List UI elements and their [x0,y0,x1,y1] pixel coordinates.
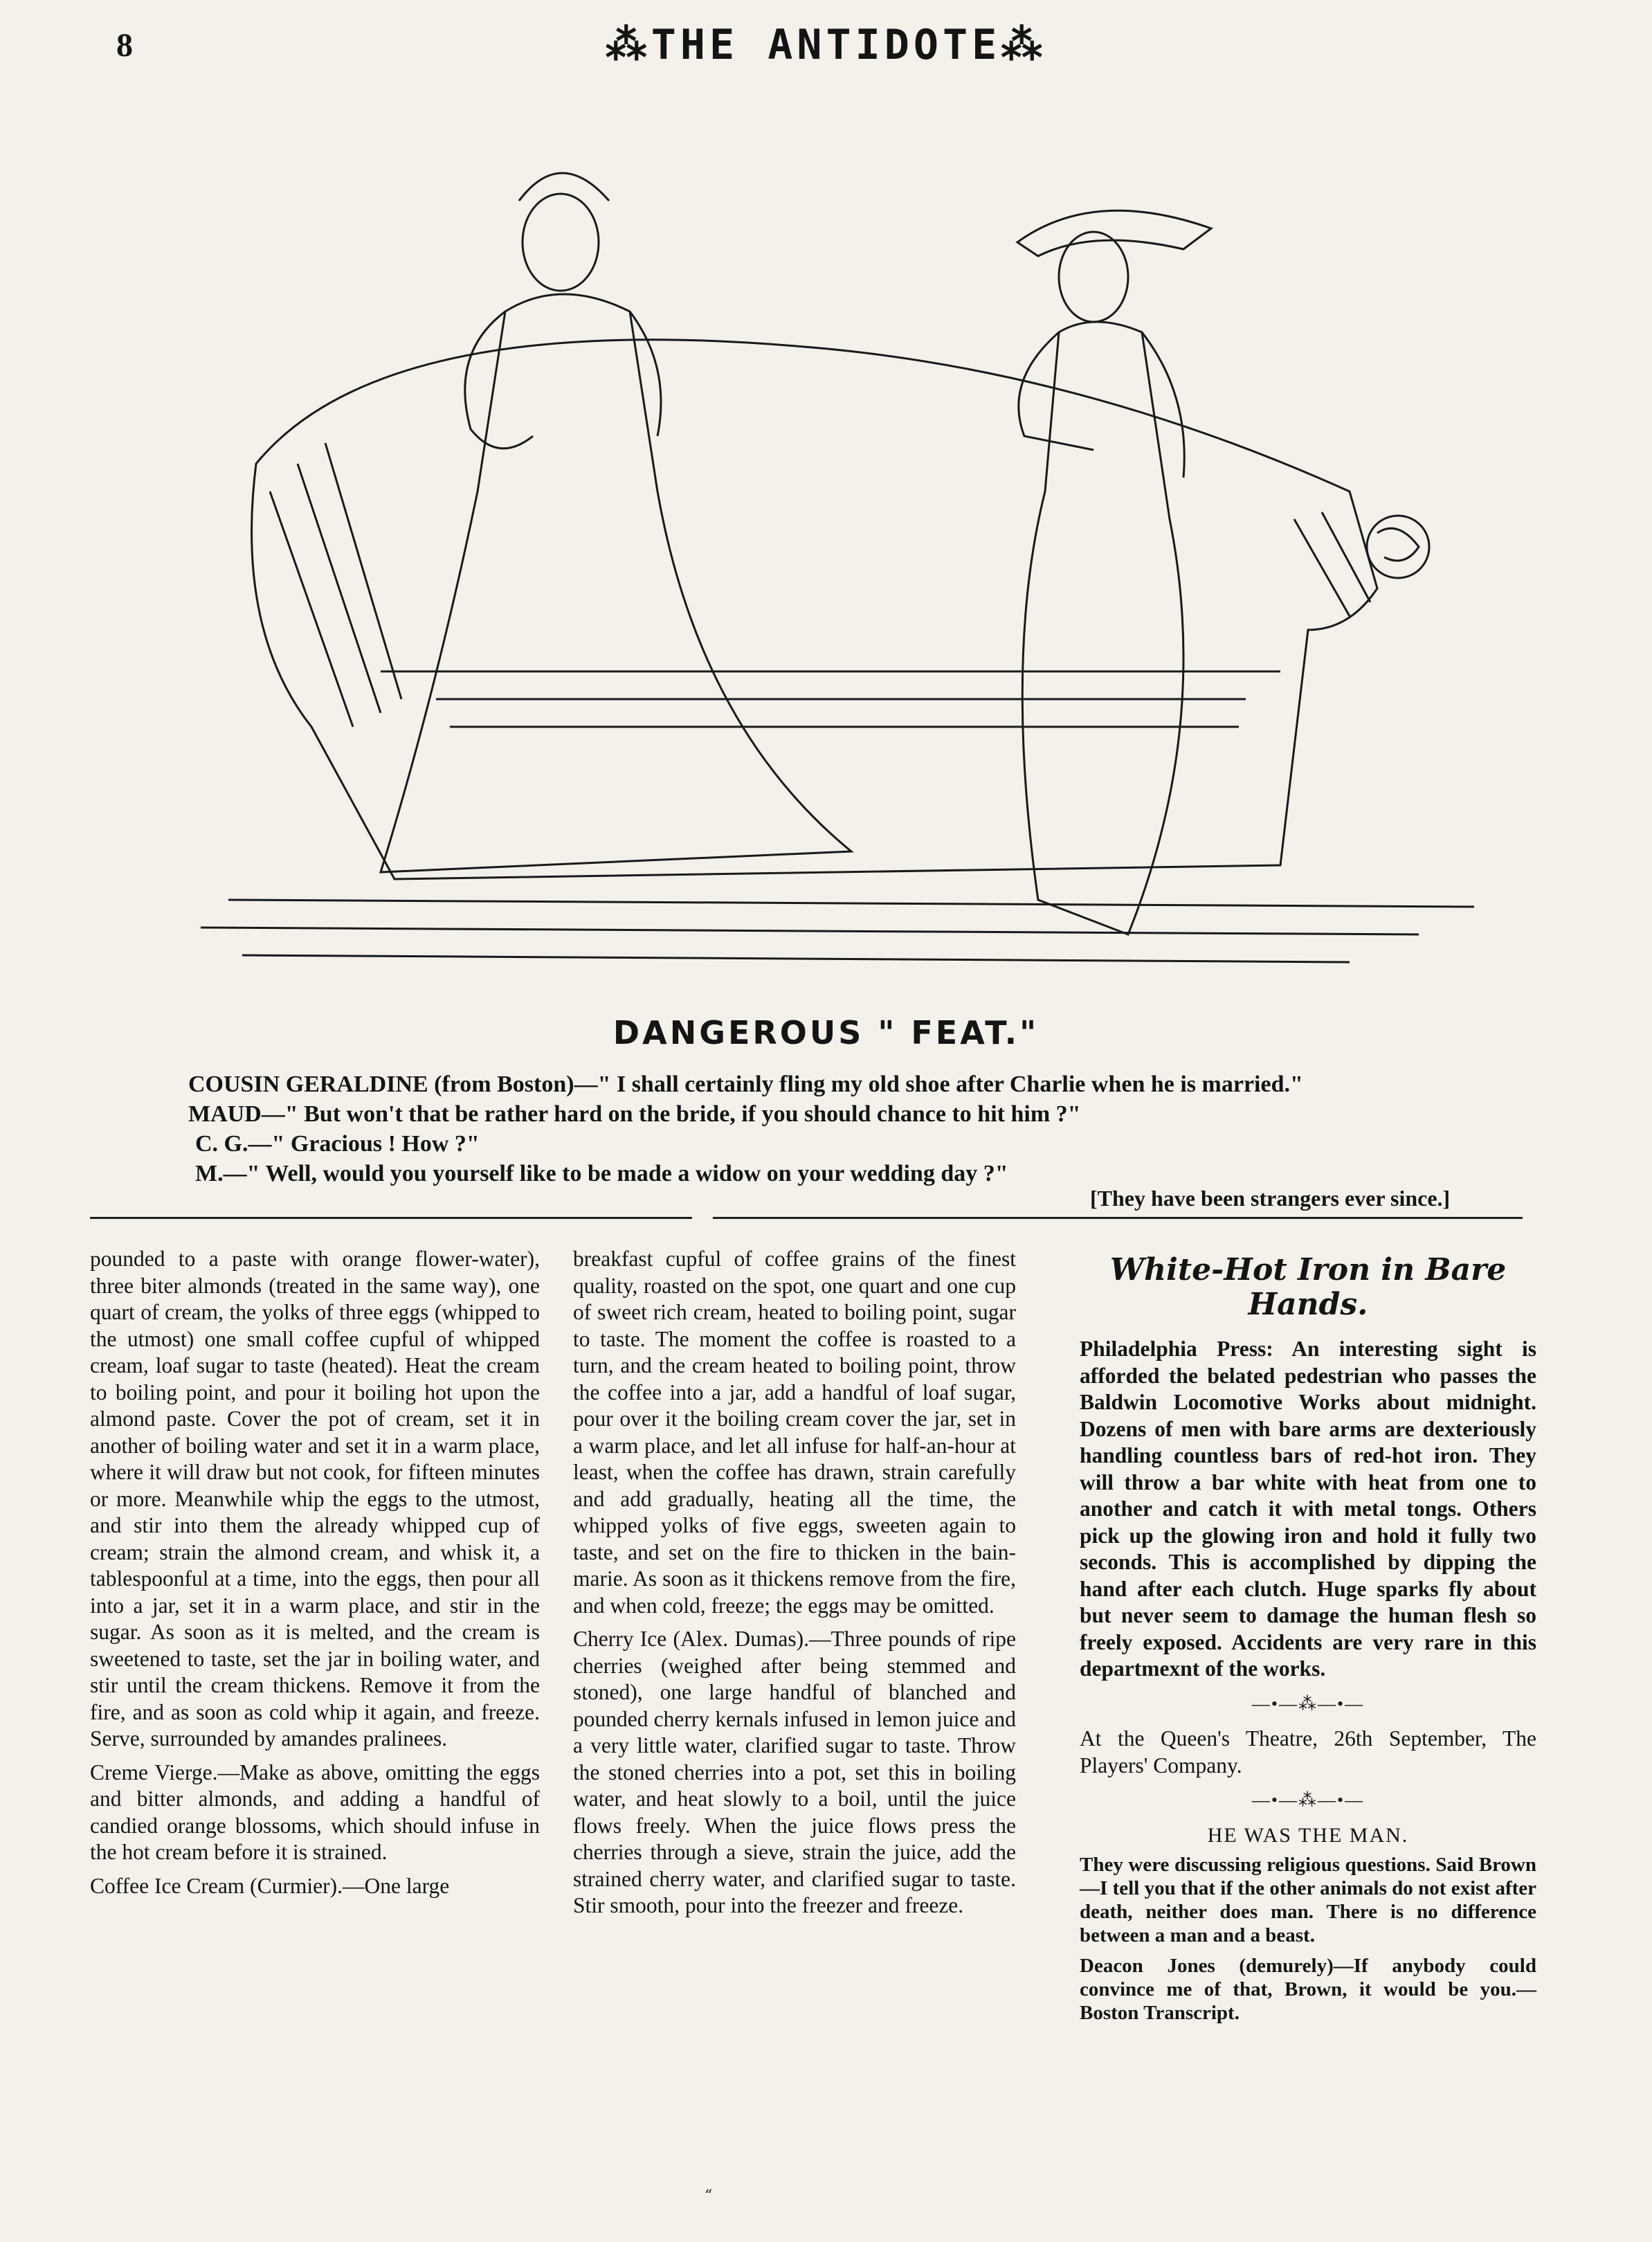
paragraph: Cherry Ice (Alex. Dumas).—Three pounds of ripe cherries (weighed after being stemmed and stoned), one large handful of blanched and pounded cherry kernals infused in lemon juice and a very little water, clarified sugar to taste. Throw the stoned cherries into a pot, set this in boiling water, and heat slowly to a boil, until the juice flows freely. When the juice flows press the cherries through a sieve, strain the juice, add the strained cherry water, and clarified sugar to taste. Stir smooth, pour into the freezer and freeze. [573,1627,1016,1917]
story-subhead: HE WAS THE MAN. [1207,1823,1409,1847]
bottom-mark: “ [705,2187,713,2205]
cartoon-aftermath: [They have been strangers ever since.] [1090,1186,1451,1211]
paragraph: pounded to a paste with orange flower-water), three biter almonds (treated in the same way), one quart of cream, the yolks of three eggs (whipped to the utmost) one small coffee cupful of whipped cream, loaf sugar to taste (heated). Heat the cream to boiling point, and pour it boiling hot upon the almond paste. Cover the pot of cream, set it in another of boiling water and set it in a warm place, where it will draw but not cook, for fifteen minutes or more. Meanwhile whip the eggs to the utmost, and stir into them the already whipped cup of cream; strain the almond cream, and whisk it, a tablespoonful at a time, into the eggs, then pour all into a jar, set it in a warm place, and stir in the sugar. As soon as it is melted, and the cream is sweetened to taste, set the jar in boiling water, and stir until the cream thickens. Remove it from the fire, and as soon as cold whip it again, and freeze. Serve, surrounded by amandes pralinees. [90,1247,540,1751]
divider-rule [90,1217,692,1219]
masthead: ⁂THE ANTIDOTE⁂ [605,21,1047,69]
article-body: Philadelphia Press: An interesting sight is afforded the belated pedestrian who passes the Baldwin Locomotive Works about midnight. Dozens of men with bare arms are dexteriously handling countless bars of red-hot iron. They will throw a bar white with heat from one to another and catch it with metal tongs. Others pick up the glowing iron and hold it fully two seconds. This is accomplished by dipping the hand after each clutch. Huge sparks fly about but never seem to damage the human flesh so freely exposed. Accidents are very rare in this departmexnt of the works. [1080,1337,1536,1681]
column-recipes-1 [90,1246,540,1906]
paragraph: Coffee Ice Cream (Curmier).—One large [90,1873,450,1898]
story-paragraph: Deacon Jones (demurely)—If anybody could convince me of that, Brown, it would be you.—Boston Transcript. [1080,1955,1536,2024]
dialogue-line: C. G.—" Gracious ! How ?" [195,1131,480,1157]
ornament-divider: —•—⁂—•— [1251,1790,1365,1810]
dialogue-line: M.—" Well, would you yourself like to be made a widow on your wedding day ?" [195,1161,1008,1186]
dialogue-line: COUSIN GERALDINE (from Boston)—" I shall certainly fling my old shoe after Charlie when he is married." [188,1072,1303,1097]
divider-rule [713,1217,1523,1219]
column-recipes-2 [573,1246,1016,1926]
theatre-notice: At the Queen's Theatre, 26th September, The Players' Company. [1080,1726,1536,1778]
ornament-divider: —•—⁂—•— [1251,1693,1365,1714]
cartoon-title: DANGEROUS " FEAT." [612,1014,1040,1051]
column-news [1080,1246,1536,2032]
article-title: White-Hot Iron in Bare Hands. [1109,1252,1507,1322]
story-paragraph: They were discussing religious questions. Said Brown—I tell you that if the other animals do not exist after death, neither does man. There is no difference between a man and a beast. [1080,1854,1536,1946]
paragraph: Creme Vierge.—Make as above, omitting the eggs and bitter almonds, and adding a handful of candied orange blossoms, which should infuse in the hot cream before it is strained. [90,1760,540,1864]
page-number: 8 [116,27,133,64]
paragraph: breakfast cupful of coffee grains of the finest quality, roasted on the spot, one quart and one cup of sweet rich cream, heated to boiling point, sugar to taste. The moment the coffee is roasted to a turn, and the cream heated to boiling point, throw the coffee into a jar, add a handful of loaf sugar, pour over it the boiling cream cover the jar, set in a warm place, and let all infuse for half-an-hour at least, when the coffee has drawn, strain carefully and add gradually, heating all the time, the whipped yolks of five eggs, sweeten again to taste, and set on the fire to thicken in the bain-marie. As soon as it thickens remove from the fire, and when cold, freeze; the eggs may be omitted. [573,1247,1016,1618]
cartoon-dialogue [188,1069,1476,1188]
dialogue-line: MAUD—" But won't that be rather hard on the bride, if you should chance to hit him ?" [188,1101,1081,1127]
cartoon-illustration [173,104,1474,1004]
